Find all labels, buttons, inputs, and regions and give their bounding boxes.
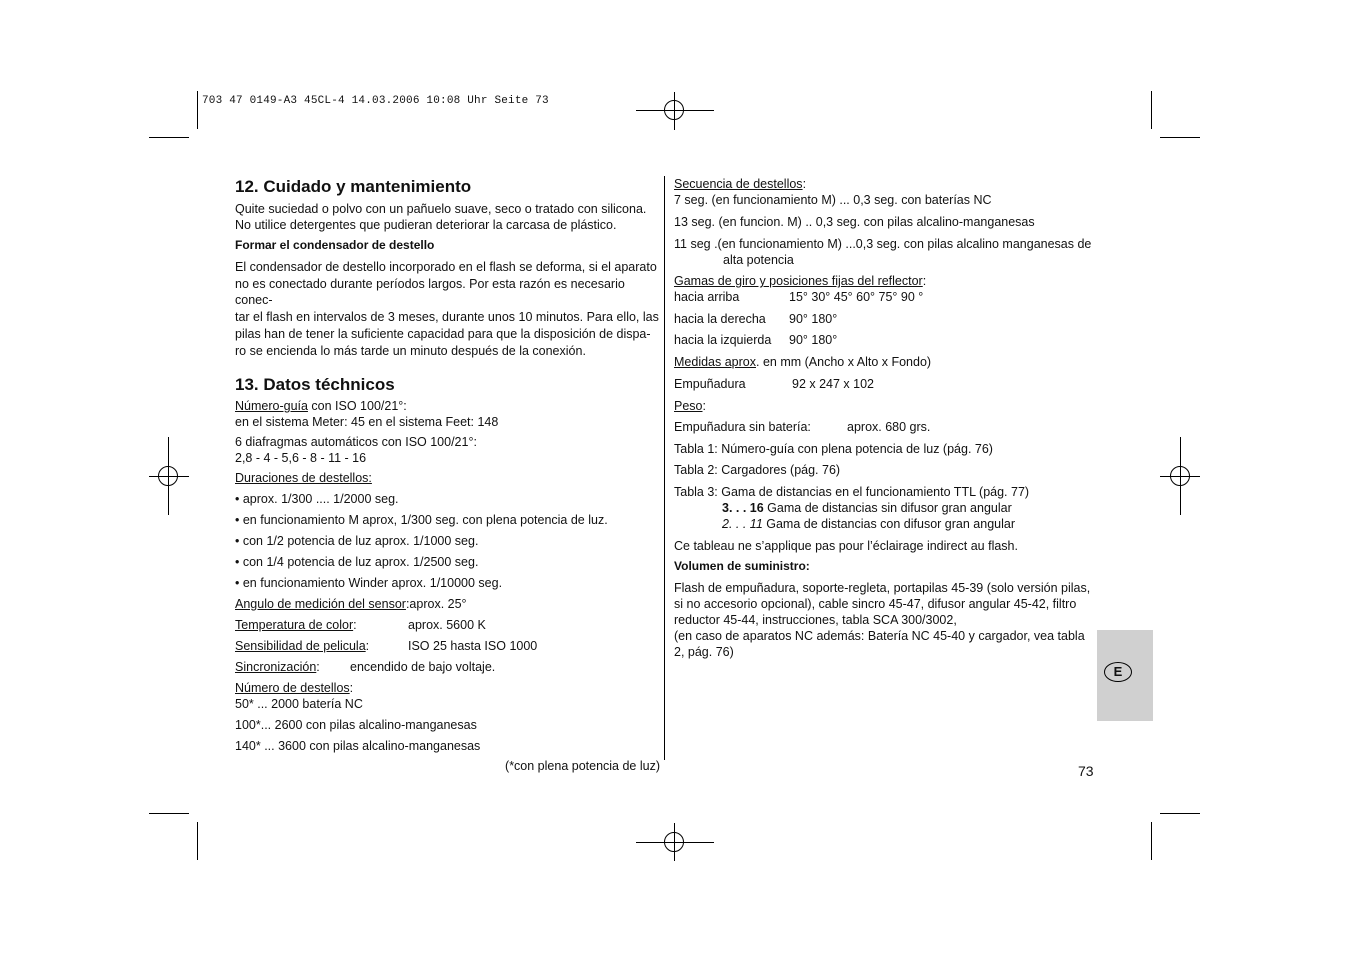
- temperature-value: aprox. 5600 K: [408, 618, 486, 632]
- crop-mark: [149, 137, 189, 138]
- text-line: en el sistema Meter: 45 en el sistema Feet: 148: [235, 415, 499, 429]
- text-line: 2, pág. 76): [674, 645, 734, 659]
- crop-mark: [149, 813, 189, 814]
- print-header: 703 47 0149-A3 45CL-4 14.03.2006 10:08 Uhr Seite 73: [202, 95, 549, 107]
- list-item: • con 1/4 potencia de luz aprox. 1/2500 seg.: [235, 555, 479, 569]
- text-line: Tabla 3: Gama de distancias en el funcionamiento TTL (pág. 77): [674, 485, 1030, 499]
- swivel-up-value: 15° 30° 45° 60° 75° 90 °: [789, 290, 924, 304]
- weight-item-label: Empuñadura sin batería:: [674, 420, 811, 434]
- durations-label: Duraciones de destellos:: [235, 471, 372, 485]
- sequence-colon: :: [802, 177, 807, 191]
- swivel-up-label: hacia arriba: [674, 290, 740, 304]
- crop-mark: [1160, 137, 1200, 138]
- swivel-right-row: [674, 311, 1099, 327]
- crop-mark: [197, 822, 198, 860]
- page-number: 73: [1078, 763, 1094, 779]
- grip-dimensions-row: [674, 376, 1099, 392]
- text-line: Tabla 1: Número-guía con plena potencia de luz (pág. 76): [674, 442, 993, 456]
- list-item: 140* ... 3600 con pilas alcalino-manganesas: [235, 739, 481, 753]
- swivel-colon: :: [922, 274, 927, 288]
- supply-heading: Volumen de suministro:: [674, 559, 810, 573]
- swivel-line: [674, 273, 1099, 289]
- sync-colon: :: [316, 660, 320, 674]
- table3b-range: 2. . . 11: [722, 517, 763, 531]
- sync-line: [235, 659, 660, 675]
- section-13-title: 13. Datos téchnicos: [235, 375, 395, 394]
- table3a-range: 3. . . 16: [722, 501, 764, 515]
- text-line: 11 seg .(en funcionamiento M) ...0,3 seg. con pilas alcalino manganesas de: [674, 237, 1092, 251]
- text-line: pilas han de tener la suficiente capacidad para que la disposición de dispa-: [235, 327, 651, 341]
- text-line: alta potencia: [723, 253, 794, 267]
- temperature-colon: :: [353, 618, 357, 632]
- sequence-label: Secuencia de destellos: [674, 177, 803, 191]
- text-line: El condensador de destello incorporado en el flash se deforma, si el aparato: [235, 260, 657, 274]
- list-item: 50* ... 2000 batería NC: [235, 697, 363, 711]
- language-badge: E: [1104, 662, 1132, 682]
- crop-mark: [197, 91, 198, 129]
- angle-line: [235, 596, 660, 612]
- film-speed-line: [235, 638, 660, 654]
- dimensions-label: Medidas aprox: [674, 355, 756, 369]
- text-line: No utilice detergentes que pudieran deteriorar la carcasa de plástico.: [235, 218, 617, 232]
- column-divider: [664, 176, 665, 760]
- flashes-line: [235, 680, 660, 696]
- text-line: reductor 45-44, instrucciones, tabla SCA 300/3002,: [674, 613, 957, 627]
- swivel-left-row: [674, 332, 1099, 348]
- grip-label: Empuñadura: [674, 377, 746, 391]
- section-12-title: 12. Cuidado y mantenimiento: [235, 177, 472, 196]
- table3a-text: Gama de distancias sin difusor gran angular: [763, 501, 1012, 515]
- weight-label: Peso: [674, 399, 703, 413]
- text-line: Flash de empuñadura, soporte-regleta, portapilas 45-39 (solo versión pilas,: [674, 581, 1091, 595]
- list-item: 100*... 2600 con pilas alcalino-manganesas: [235, 718, 477, 732]
- swivel-right-value: 90° 180°: [789, 312, 838, 326]
- footnote: (*con plena potencia de luz): [505, 759, 660, 773]
- left-column: [235, 177, 660, 774]
- list-item: • en funcionamiento M aprox, 1/300 seg. con plena potencia de luz.: [235, 513, 608, 527]
- dimensions-line: [674, 354, 1099, 370]
- sequence-line: [674, 176, 1099, 192]
- guide-number-label: Número-guía: [235, 399, 308, 413]
- note: Ce tableau ne s’applique pas pour l’éclairage indirect au flash.: [674, 539, 1018, 553]
- sync-label: Sincronización: [235, 660, 317, 674]
- text-line: si no accesorio opcional), cable sincro 45-47, difusor angular 45-42, filtro: [674, 597, 1077, 611]
- table3-item-b: [674, 516, 1099, 532]
- sync-value: encendido de bajo voltaje.: [350, 660, 496, 674]
- text-line: Tabla 2: Cargadores (pág. 76): [674, 463, 841, 477]
- flashes-label: Número de destellos: [235, 681, 350, 695]
- flashes-colon: :: [349, 681, 354, 695]
- grip-value: 92 x 247 x 102: [792, 377, 875, 391]
- text-line: 13 seg. (en funcion. M) .. 0,3 seg. con pilas alcalino-manganesas: [674, 215, 1035, 229]
- weight-item-value: aprox. 680 grs.: [847, 420, 931, 434]
- crop-mark: [1160, 813, 1200, 814]
- temperature-label: Temperatura de color: [235, 618, 354, 632]
- film-speed-value: ISO 25 hasta ISO 1000: [408, 639, 538, 653]
- weight-colon: :: [702, 399, 706, 413]
- text-line: 2,8 - 4 - 5,6 - 8 - 11 - 16: [235, 451, 367, 465]
- text-line: (en caso de aparatos NC además: Batería NC 45-40 y cargador, vea tabla: [674, 629, 1085, 643]
- swivel-up-row: [674, 289, 1099, 305]
- list-item: • con 1/2 potencia de luz aprox. 1/1000 seg.: [235, 534, 479, 548]
- list-item: • en funcionamiento Winder aprox. 1/10000 seg.: [235, 576, 503, 590]
- weight-line: [674, 398, 1099, 414]
- text-line: no es conectado durante períodos largos. Por esta razón es necesario conec-: [235, 277, 625, 307]
- film-speed-colon: :: [365, 639, 370, 653]
- angle-label: Angulo de medición del sensor: [235, 597, 406, 611]
- film-speed-label: Sensibilidad de pelicula: [235, 639, 366, 653]
- right-column: [674, 176, 1099, 660]
- angle-value: :aprox. 25°: [405, 597, 467, 611]
- swivel-right-label: hacia la derecha: [674, 312, 766, 326]
- dimensions-rest: . en mm (Ancho x Alto x Fondo): [756, 355, 932, 369]
- temperature-line: [235, 617, 660, 633]
- text-line: Quite suciedad o polvo con un pañuelo suave, seco o tratado con silicona.: [235, 202, 647, 216]
- subheading: Formar el condensador de destello: [235, 238, 435, 252]
- swivel-left-value: 90° 180°: [789, 333, 838, 347]
- text-line: 6 diafragmas automáticos con ISO 100/21°:: [235, 435, 477, 449]
- table3-item-a: [674, 500, 1099, 516]
- crop-mark: [1151, 91, 1152, 129]
- text-line: ro se encienda lo más tarde un minuto después de la conexión.: [235, 344, 586, 358]
- table3b-text: Gama de distancias con difusor gran angular: [762, 517, 1015, 531]
- crop-mark: [1151, 822, 1152, 860]
- text-line: tar el flash en intervalos de 3 meses, durante unos 10 minutos. Para ello, las: [235, 310, 659, 324]
- swivel-left-label: hacia la izquierda: [674, 333, 772, 347]
- list-item: • aprox. 1/300 .... 1/2000 seg.: [235, 492, 399, 506]
- swivel-label: Gamas de giro y posiciones fijas del reflector: [674, 274, 923, 288]
- weight-row: [674, 419, 1099, 435]
- guide-number-rest: con ISO 100/21°:: [307, 399, 407, 413]
- guide-number-line: [235, 398, 660, 414]
- text-line: 7 seg. (en funcionamiento M) ... 0,3 seg. con baterías NC: [674, 193, 992, 207]
